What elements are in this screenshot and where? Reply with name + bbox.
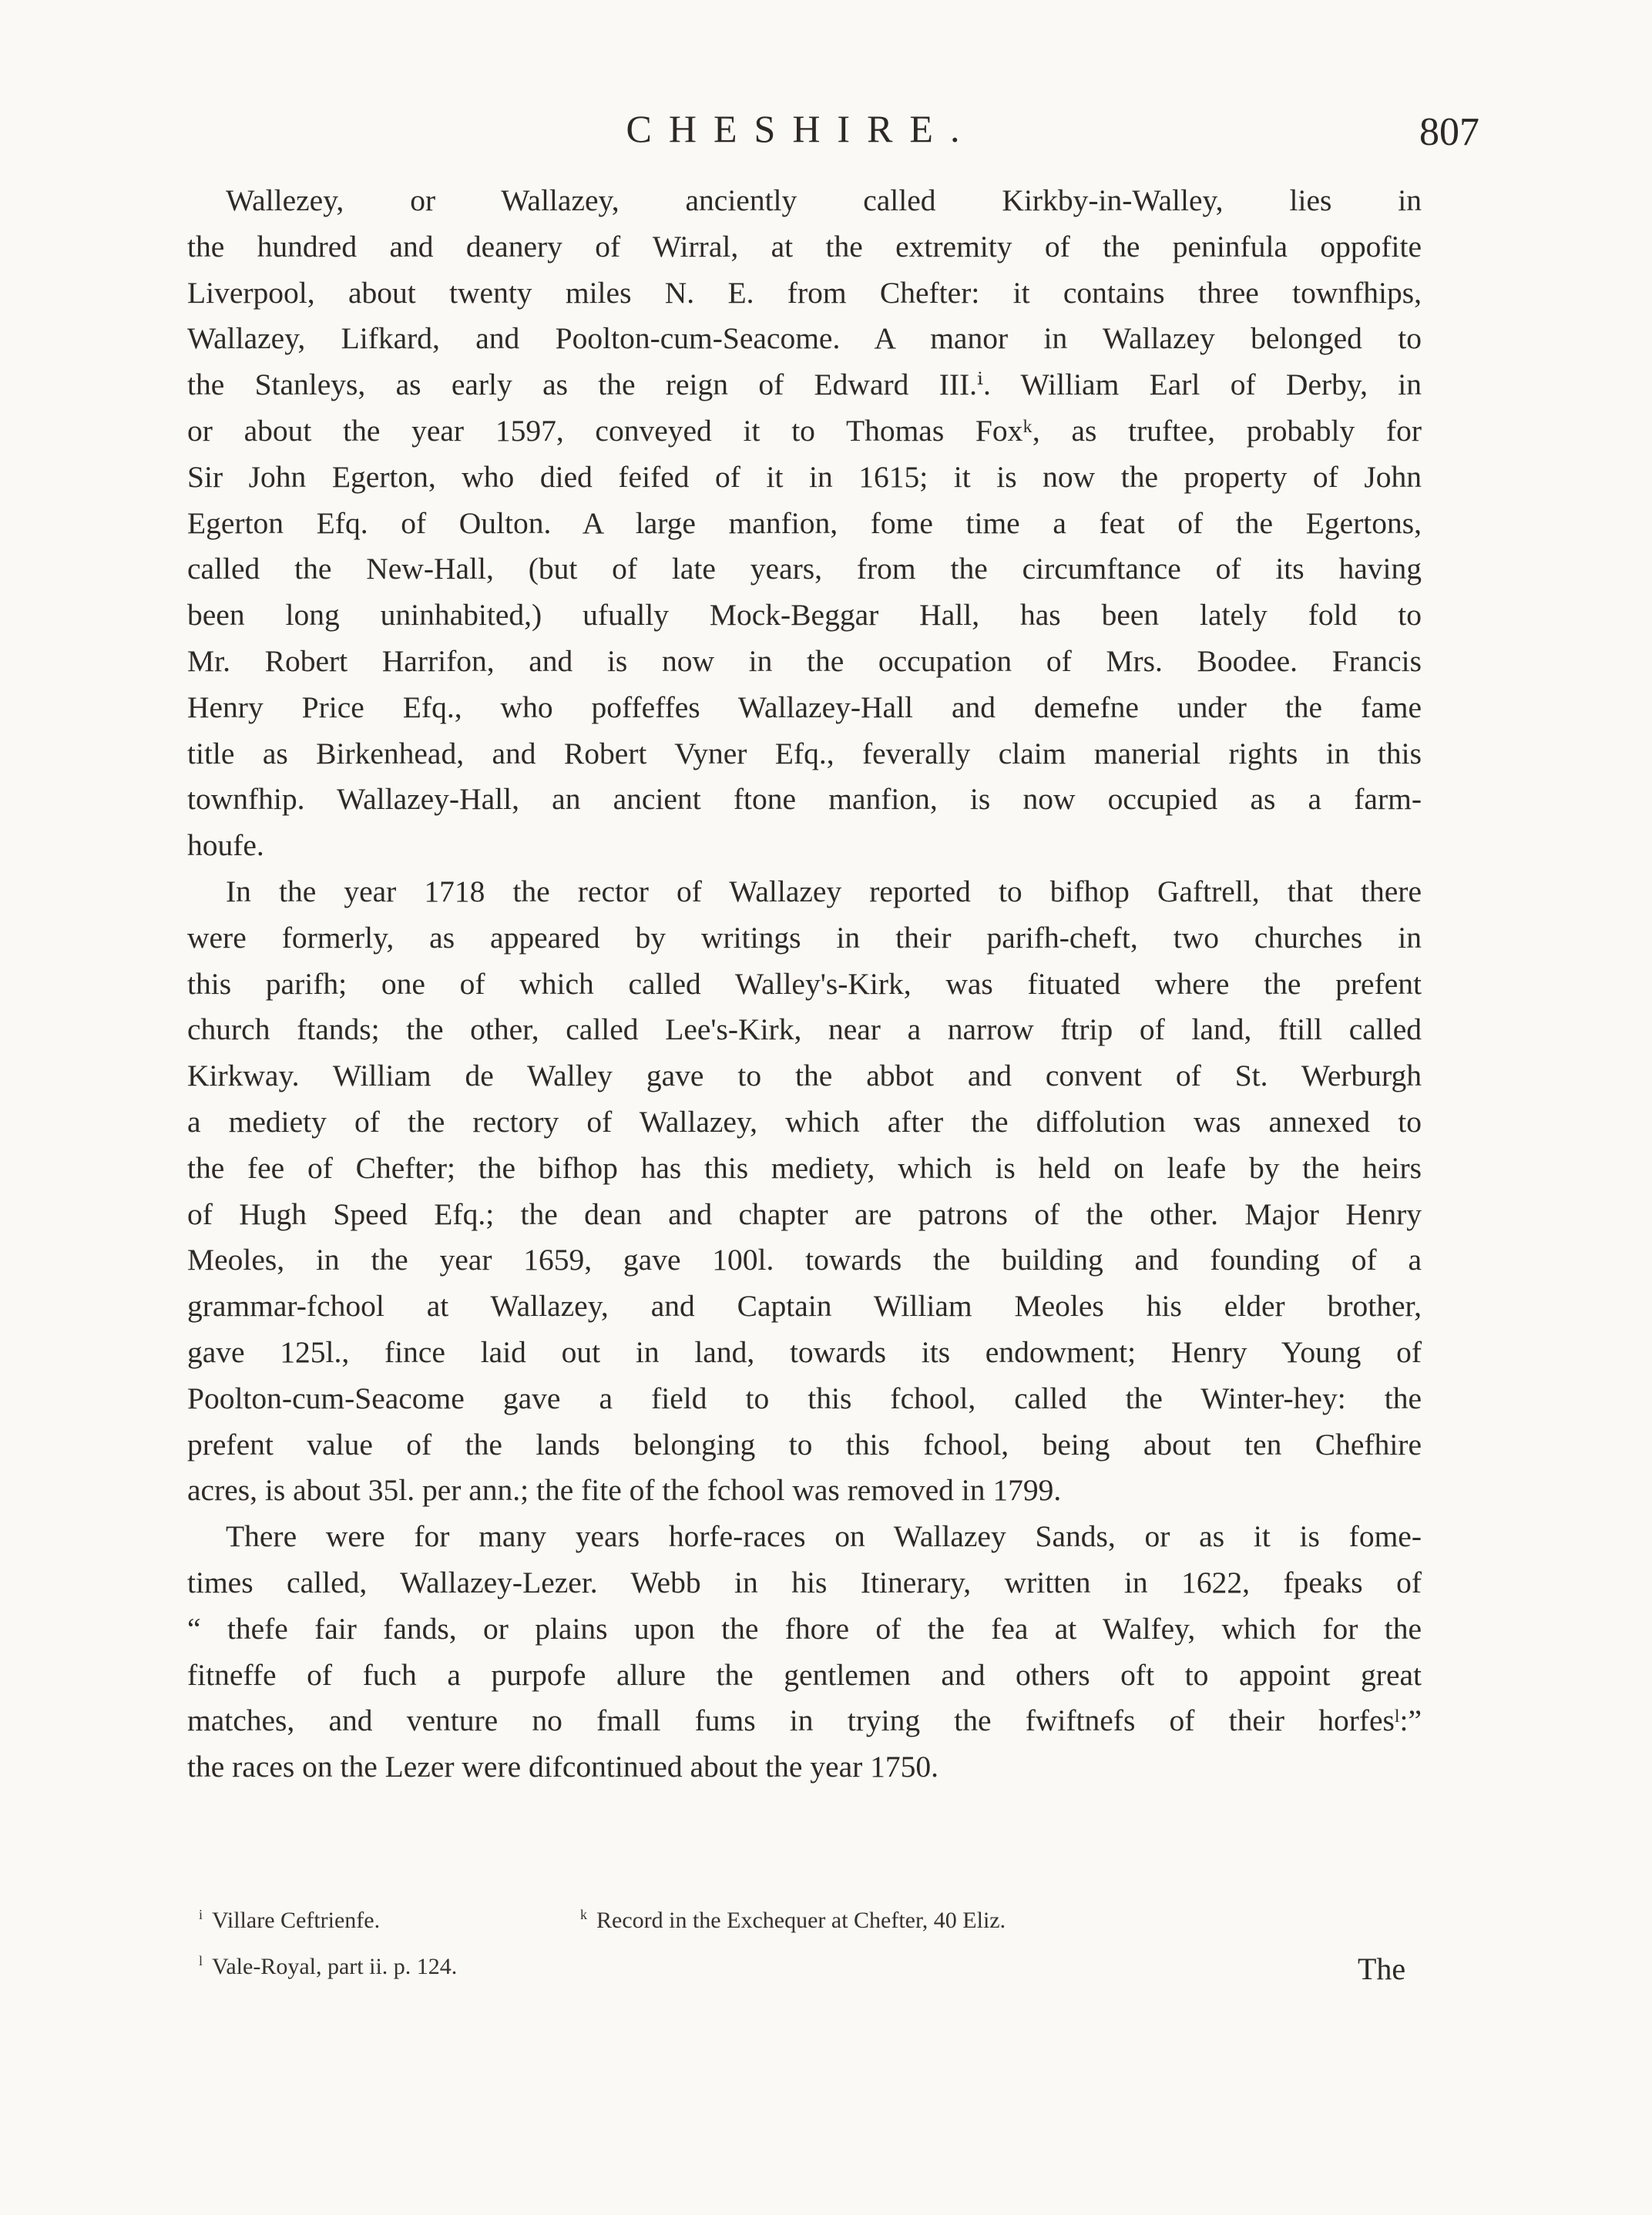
text-line: been long uninhabited,) ufually Mock-Beggar Hall, has been lately fold to <box>187 598 1422 633</box>
text-line: houfe. <box>187 828 264 863</box>
text-line: the hundred and deanery of Wirral, at the extremity of the peninfula oppofite <box>187 229 1422 263</box>
footnote-text: Vale-Royal, part ii. p. 124. <box>212 1954 458 1979</box>
text-line: Egerton Efq. of Oulton. A large manfion, fome time a feat of the Egertons, <box>187 505 1422 540</box>
text-line: called the New-Hall, (but of late years, from the circumftance of its having <box>187 552 1422 586</box>
paragraph-horse-races <box>187 1514 1422 1790</box>
text-line: fitneffe of fuch a purpofe allure the gentlemen and others oft to appoint great <box>187 1657 1422 1692</box>
text-line: this parifh; one of which called Walley's-Kirk, was fituated where the prefent <box>187 966 1422 1001</box>
text-line: or about the year 1597, conveyed it to Thomas Foxᵏ, as truftee, probably for <box>187 413 1422 448</box>
text-line: were formerly, as appeared by writings in their parifh-cheft, two churches in <box>187 920 1422 955</box>
text-line: gave 125l., fince laid out in land, towards its endowment; Henry Young of <box>187 1334 1422 1369</box>
footnote-row <box>199 1938 1432 1984</box>
text-line: Mr. Robert Harrifon, and is now in the occupation of Mrs. Boodee. Francis <box>187 643 1422 678</box>
text-line: of Hugh Speed Efq.; the dean and chapter are patrons of the other. Major Henry <box>187 1196 1422 1231</box>
text-line: Sir John Egerton, who died feifed of it in 1615; it is now the property of John <box>187 459 1422 494</box>
text-line: title as Birkenhead, and Robert Vyner Efq., feverally claim manerial rights in this <box>187 736 1422 770</box>
text-line: the fee of Chefter; the bifhop has this mediety, which is held on leafe by the heirs <box>187 1150 1422 1185</box>
footnote-i <box>199 1891 380 1944</box>
text-line: Kirkway. William de Walley gave to the abbot and convent of St. Werburgh <box>187 1059 1422 1093</box>
footnote-mark: k <box>580 1907 587 1922</box>
text-line: Wallezey, or Wallazey, anciently called Kirkby-in-Walley, lies in <box>226 183 1422 217</box>
footnote-k <box>580 1891 1006 1944</box>
footnote-mark: i <box>199 1907 203 1922</box>
text-line: acres, is about 35l. per ann.; the fite of the fchool was removed in 1799. <box>187 1473 1062 1508</box>
text-line: Henry Price Efq., who poffeffes Wallazey-Hall and demefne under the fame <box>187 690 1422 724</box>
running-title: CHESHIRE. <box>626 107 977 150</box>
text-line: Wallazey, Lifkard, and Poolton-cum-Seacome. A manor in Wallazey belonged to <box>187 321 1422 356</box>
text-line: church ftands; the other, called Lee's-Kirk, near a narrow ftrip of land, ftill called <box>187 1012 1422 1047</box>
text-line: There were for many years horfe-races on Wallazey Sands, or as it is fome- <box>226 1519 1422 1554</box>
text-line: townfhip. Wallazey-Hall, an ancient ftone manfion, is now occupied as a farm- <box>187 782 1422 817</box>
footnote-text: Villare Ceftrienfe. <box>212 1908 381 1933</box>
text-line: In the year 1718 the rector of Wallazey reported to bifhop Gaftrell, that there <box>226 874 1422 908</box>
text-line: Liverpool, about twenty miles N. E. from Chefter: it contains three townfhips, <box>187 275 1422 310</box>
paragraph-wallazey-description <box>187 178 1422 869</box>
text-line: Poolton-cum-Seacome gave a field to this fchool, called the Winter-hey: the <box>187 1381 1422 1415</box>
page-number: 807 <box>1419 110 1479 154</box>
body-text <box>187 178 1422 1790</box>
text-line: times called, Wallazey-Lezer. Webb in his Itinerary, written in 1622, fpeaks of <box>187 1565 1422 1599</box>
text-line: prefent value of the lands belonging to this fchool, being about ten Chefhire <box>187 1427 1422 1462</box>
text-line: a mediety of the rectory of Wallazey, which after the diffolution was annexed to <box>187 1104 1422 1139</box>
text-line: the Stanleys, as early as the reign of Edward III.ⁱ. William Earl of Derby, in <box>187 367 1422 402</box>
text-line: the races on the Lezer were difcontinued about the year 1750. <box>187 1750 939 1784</box>
text-line: “ thefe fair fands, or plains upon the fhore of the fea at Walfey, which for the <box>187 1611 1422 1646</box>
page-header <box>185 102 1479 163</box>
text-line: Meoles, in the year 1659, gave 100l. towards the building and founding of a <box>187 1243 1422 1277</box>
footnote-mark: l <box>199 1953 203 1968</box>
footnote-text: Record in the Exchequer at Chefter, 40 Eliz. <box>596 1908 1006 1933</box>
footnotes <box>199 1891 1432 1984</box>
catchword: The <box>1358 1952 1406 1986</box>
paragraph-rectory-history <box>187 869 1422 1514</box>
text-line: grammar-fchool at Wallazey, and Captain William Meoles his elder brother, <box>187 1289 1422 1324</box>
footnote-l <box>199 1938 457 1990</box>
footnote-row <box>199 1891 1432 1938</box>
text-line: matches, and venture no fmall fums in trying the fwiftnefs of their horfesˡ:” <box>187 1703 1422 1738</box>
